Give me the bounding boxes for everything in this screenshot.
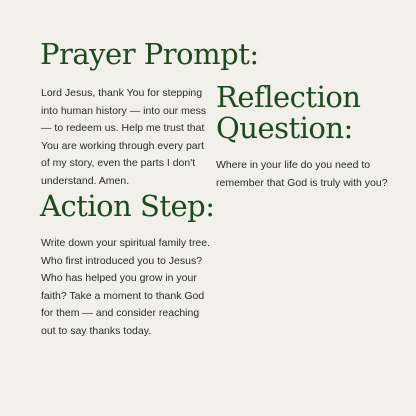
reflection-question-heading: Reflection Question: <box>216 80 361 145</box>
action-step-text: Write down your spiritual family tree. Who first introduced you to Jesus? Who has helped you grow in your faith? Take a moment to thank God for them — and consider reaching out to say thanks today. <box>41 237 211 337</box>
reflection-question-text: Where in your life do you need to remember that God is truly with you? <box>216 159 388 189</box>
action-step-heading: Action Step: <box>40 189 215 223</box>
prayer-prompt-heading: Prayer Prompt: <box>40 37 259 71</box>
prayer-prompt-text: Lord Jesus, thank You for stepping into human history — into our mess — to redeem us. Help me trust that You are working through every part of my story, even the parts I don't understand. Amen. <box>41 87 207 187</box>
